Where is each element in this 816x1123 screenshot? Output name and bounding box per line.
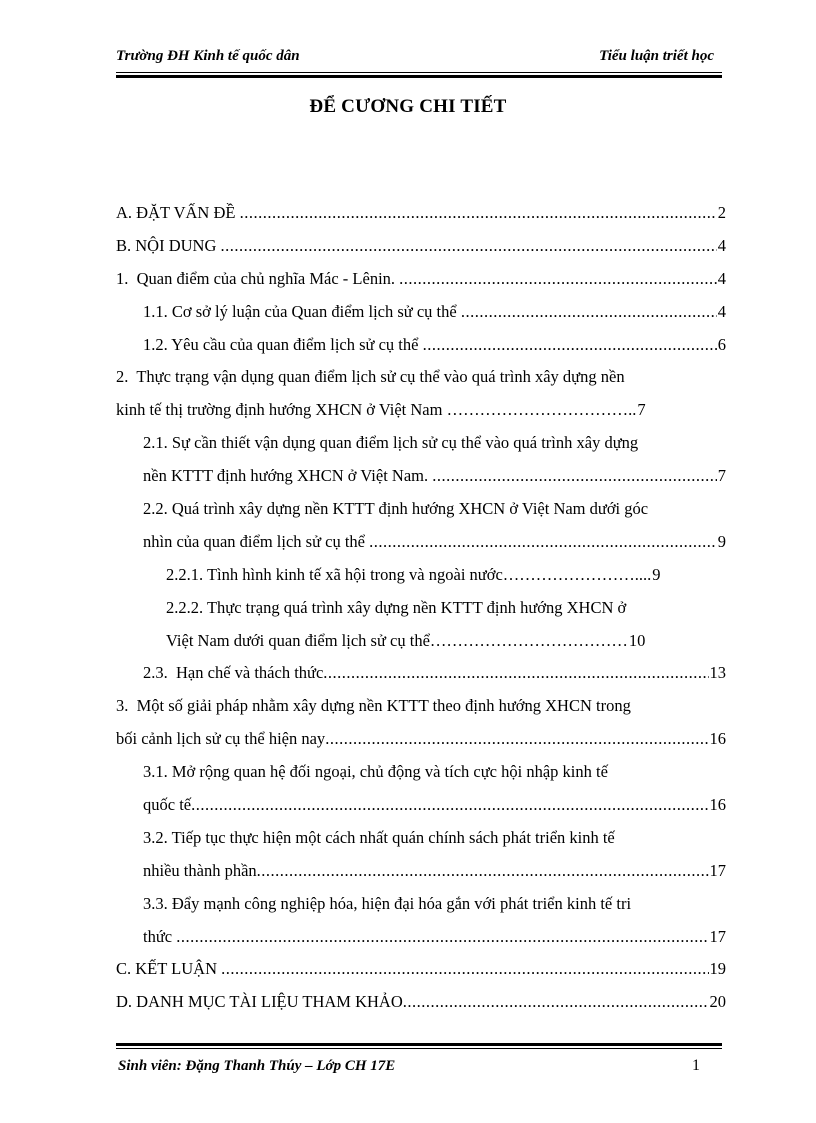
toc-page-number: 19 (709, 959, 726, 979)
toc-entry-d[interactable] (116, 986, 726, 1019)
toc-entry-text: 1.2. Yêu cầu của quan điểm lịch sử cụ thể (143, 334, 423, 354)
toc-entry-3-3[interactable] (116, 888, 726, 954)
toc-entry-2-2-1[interactable] (116, 559, 726, 592)
toc-entry-3-1[interactable] (116, 756, 726, 822)
page-title: ĐỂ CƯƠNG CHI TIẾT (309, 96, 507, 117)
leader-dots (191, 789, 708, 822)
toc-entry-text-line2: nhìn của quan điểm lịch sử cụ thể (143, 531, 370, 551)
leader-dots (399, 263, 717, 296)
toc-entry-a[interactable] (116, 197, 726, 230)
toc-entry-2-2-2[interactable] (116, 592, 726, 658)
toc-page-number: 17 (709, 860, 726, 880)
toc-entry-2-2[interactable] (116, 493, 726, 559)
toc-page-number: 17 (709, 926, 726, 946)
toc-entry-text-line2: Việt Nam dưới quan điểm lịch sử cụ thể……………………………… (166, 630, 628, 650)
toc-entry-1-2[interactable] (116, 329, 726, 362)
page-header (116, 46, 722, 70)
toc-entry-text-line2: quốc tế (143, 795, 192, 815)
toc-page-number: 16 (709, 729, 726, 749)
toc-entry-text: 1. Quan điểm của chủ nghĩa Mác - Lênin. (116, 268, 400, 288)
toc-entry-text: 1.1. Cơ sở lý luận của Quan điểm lịch sử cụ thể (143, 301, 461, 321)
footer-rule-thin (116, 1048, 722, 1049)
toc-entry-text: D. DANH MỤC TÀI LIỆU THAM KHẢO (116, 992, 403, 1012)
toc-entry-text: C. KẾT LUẬN (116, 959, 222, 979)
toc-page-number: 7 (637, 400, 646, 420)
toc-entry-text-line2: nền KTTT định hướng XHCN ở Việt Nam. (143, 466, 433, 486)
toc-page-number: 16 (709, 795, 726, 815)
toc-entry-text: 2.3. Hạn chế và thách thức (143, 663, 324, 683)
toc-page-number: 9 (717, 531, 726, 551)
toc-entry-text: B. NỘI DUNG (116, 235, 221, 255)
toc-entry-text-line1: 2. Thực trạng vận dụng quan điểm lịch sử cụ thể vào quá trình xây dựng nền (116, 367, 625, 387)
leader-dots (240, 197, 717, 230)
toc-entry-1-1[interactable] (116, 296, 726, 329)
toc-entry-text-line2: kinh tế thị trường định hướng XHCN ở Việt Nam …………………………….. (116, 400, 637, 420)
toc-entry-b[interactable] (116, 230, 726, 263)
toc-entry-text-line2: nhiều thành phần (143, 860, 257, 880)
toc-entry-text-line1: 3.2. Tiếp tục thực hiện một cách nhất quán chính sách phát triển kinh tế (143, 827, 615, 847)
toc-page-number: 7 (717, 466, 726, 486)
toc-page-number: 4 (717, 268, 726, 288)
header-doc-type: Tiểu luận triết học (599, 48, 714, 64)
header-rule-thin (116, 72, 722, 73)
toc-page-number: 9 (652, 564, 661, 584)
footer-student: Sinh viên: Đặng Thanh Thúy – Lớp CH 17E (118, 1058, 396, 1074)
toc-entry-c[interactable] (116, 953, 726, 986)
toc-entry-3[interactable] (116, 690, 726, 756)
toc-entry-text-line1: 2.1. Sự cần thiết vận dụng quan điểm lịch sử cụ thể vào quá trình xây dựng (143, 433, 639, 453)
toc-page-number: 10 (628, 630, 646, 650)
toc-entry-text-line1: 3.1. Mở rộng quan hệ đối ngoại, chủ động và tích cực hội nhập kinh tế (143, 762, 608, 782)
toc-entry-text-line1: 2.2. Quá trình xây dựng nền KTTT định hướng XHCN ở Việt Nam dưới góc (143, 499, 649, 519)
leader-dots (461, 296, 717, 329)
leader-dots (369, 526, 717, 559)
leader-dots (176, 921, 708, 954)
toc-page-number: 4 (717, 301, 726, 321)
leader-dots (432, 460, 717, 493)
toc-entry-text-line1: 2.2.2. Thực trạng quá trình xây dựng nền KTTT định hướng XHCN ở (166, 597, 627, 617)
leader-dots (403, 986, 709, 1019)
leader-dots (257, 855, 709, 888)
toc-page-number: 2 (717, 203, 726, 222)
toc-entry-3-2[interactable] (116, 822, 726, 888)
toc-entry-2[interactable] (116, 361, 726, 427)
leader-dots (221, 230, 717, 263)
leader-dots (423, 329, 717, 362)
toc-page-number: 6 (717, 334, 726, 354)
toc-entry-text: A. ĐẶT VẤN ĐỀ (116, 203, 240, 222)
toc-entry-text-line1: 3. Một số giải pháp nhằm xây dựng nền KTTT theo định hướng XHCN trong (116, 696, 631, 716)
toc-entry-text-line2: bối cảnh lịch sử cụ thể hiện nay (116, 729, 326, 749)
leader-dots (323, 657, 708, 690)
toc-page-number: 4 (717, 235, 726, 255)
leader-dots (221, 953, 708, 986)
footer-rule-thick (116, 1043, 722, 1046)
toc-entry-1[interactable] (116, 263, 726, 296)
toc-entry-text-line2: thức (143, 926, 177, 946)
toc-entry-text-line1: 3.3. Đẩy mạnh công nghiệp hóa, hiện đại hóa gắn với phát triển kinh tế tri (143, 893, 632, 913)
toc-page-number: 13 (709, 663, 726, 683)
toc-entry-text: 2.2.1. Tình hình kinh tế xã hội trong và ngoài nước…………………….... (166, 564, 652, 584)
toc-entry-2-3[interactable] (116, 657, 726, 690)
table-of-contents (116, 197, 726, 1019)
header-university: Trường ĐH Kinh tế quốc dân (116, 48, 300, 64)
leader-dots (325, 723, 708, 756)
toc-page-number: 20 (709, 992, 726, 1012)
footer-page-number: 1 (692, 1057, 700, 1074)
toc-entry-2-1[interactable] (116, 427, 726, 493)
header-rule-thick (116, 75, 722, 78)
